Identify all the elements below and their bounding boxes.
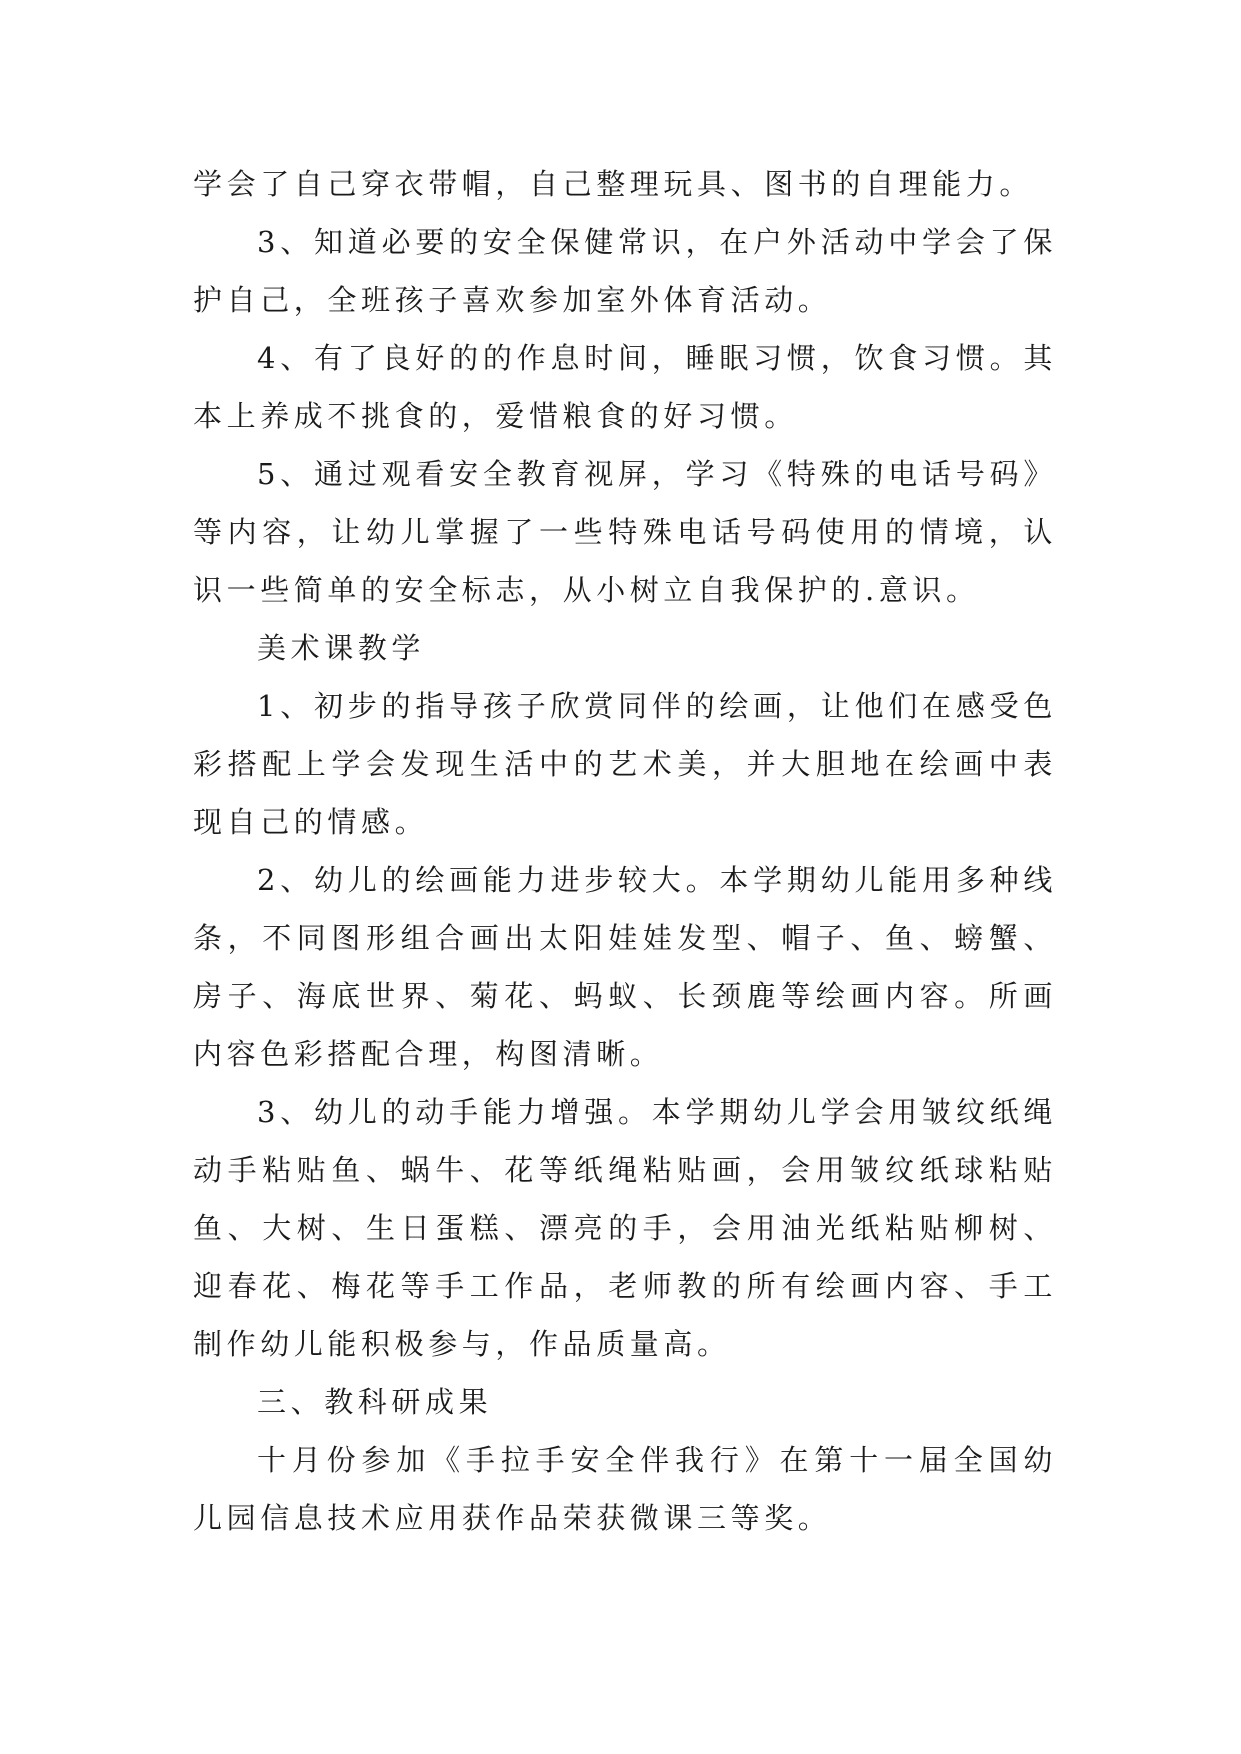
- paragraph-art-appreciation: 1、初步的指导孩子欣赏同伴的绘画，让他们在感受色彩搭配上学会发现生活中的艺术美，并大胆地在绘画中表现自己的情感。: [193, 689, 1057, 839]
- document-body: [193, 155, 1057, 1547]
- heading-art-teaching: 美术课教学: [257, 631, 426, 665]
- paragraph-drawing-ability: 2、幼儿的绘画能力进步较大。本学期幼儿能用多种线条，不同图形组合画出太阳娃娃发型、帽子、鱼、螃蟹、房子、海底世界、菊花、蚂蚁、长颈鹿等绘画内容。所画内容色彩搭配合理，构图清晰。: [193, 863, 1057, 1071]
- paragraph-handcraft-ability: 3、幼儿的动手能力增强。本学期幼儿学会用皱纹纸绳动手粘贴鱼、蜗牛、花等纸绳粘贴画，会用皱纹纸球粘贴鱼、大树、生日蛋糕、漂亮的手，会用油光纸粘贴柳树、迎春花、梅花等手工作品，老师教的所有绘画内容、手工制作幼儿能积极参与，作品质量高。: [193, 1095, 1057, 1361]
- paragraph-safety-education: 5、通过观看安全教育视屏，学习《特殊的电话号码》等内容，让幼儿掌握了一些特殊电话号码使用的情境，认识一些简单的安全标志，从小树立自我保护的.意识。: [193, 457, 1057, 607]
- paragraph-daily-habits: 4、有了良好的的作息时间，睡眠习惯，饮食习惯。其本上养成不挑食的，爱惜粮食的好习惯。: [193, 341, 1057, 433]
- paragraph-self-care: 学会了自己穿衣带帽，自己整理玩具、图书的自理能力。: [193, 167, 1034, 201]
- heading-research-results: 三、教科研成果: [257, 1385, 493, 1419]
- paragraph-safety-knowledge: 3、知道必要的安全保健常识，在户外活动中学会了保护自己，全班孩子喜欢参加室外体育活动。: [193, 225, 1057, 317]
- paragraph-award: 十月份参加《手拉手安全伴我行》在第十一届全国幼儿园信息技术应用获作品荣获微课三等奖。: [193, 1443, 1057, 1535]
